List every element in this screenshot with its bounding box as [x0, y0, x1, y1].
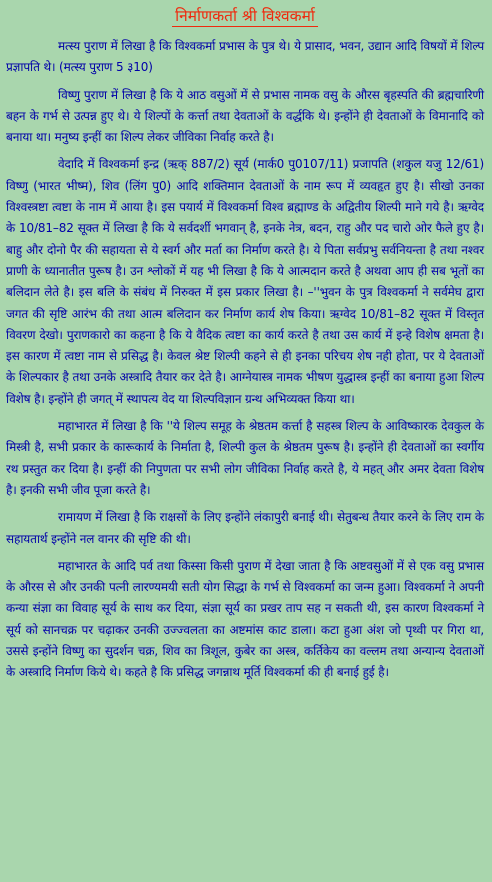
paragraph-vishnu-purana: विष्णु पुराण में लिखा है कि ये आठ वसुओं में से प्रभास नामक वसु के औरस बृहस्पति की ब्रह्मचारिणी बहन के गर्भ से उत्पन्न हुए थे। ये शिल्पों के कर्त्ता तथा देवताओं के वर्द्धकि थे। इन्होंने ही देवताओं के विमानादि को बनाया था। मनुष्य इन्हीं का शिल्प लेकर जीविका निर्वाह करते है।: [6, 87, 484, 145]
title-container: [6, 6, 484, 32]
paragraph-vedas: वेदादि में विश्वकर्मा इन्द्र (ऋक् 887/2) सूर्य (मार्क0 पु0107/11) प्रजापति (शकुल यजु 12/61) विष्णु (भारत भीष्म), शिव (लिंग पु0) आदि शक्तिमान देवताओं के नाम रूप में व्यवहृत हुए है। सीखो उनका विश्वस्त्रष्टा त्वष्टा के नाम में आया है। इस पयार्य में विश्वकर्मा विश्व ब्रह्माण्ड के अद्वितीय शिल्पी माने गये है। ऋग्वेद के 10/81–82 सूक्त में लिखा है कि ये सर्वदर्शी भगवान् है, इनके नेत्र, बदन, राहु और पद चारो ओर फैले हुए है। बाहु और दोनो पैर की सहायता से ये स्वर्ग और मर्ता का निर्माण करते है। ये पिता सर्वप्रभु सर्वनियन्ता है तथा नश्वर प्राणी के ध्यानातीत पुरूष है। उन श्लोकों में यह भी लिखा है कि ये आत्मदान करते है अथवा आप ही सब भूतों का बलिदान लेते है। इस बलि के संबंध में निरुक्त में इस प्रकार लिखा है। –''भुवन के पुत्र विश्वकर्मा ने सर्वमेघ द्वारा जगत की सृष्टि आरंभ की तथा आत्म बलिदान कर निर्माण कार्य शेष किया। ऋग्वेद 10/81–82 सूक्त में विस्तृत विवरण देखो। पुराणकारो का कहना है कि ये वैदिक त्वष्टा का कार्य करते है तथा उस कार्य में इन्हे विशेष क्षमता है। इस कारण में त्वष्टा नाम से प्रसिद्ध है। केवल श्रेष्ट शिल्पी कहने से ही इनका परिचय शेष नही होता, पर ये देवताओं के शिल्पकार है तथा उनके अस्त्रादि तैयार कर देते है। आग्नेयास्त्र नामक भीषण युद्धास्त्र इन्हीं का बनाया हुआ शिल्प विशेष है। इन्होंने ही जगत् में स्थापत्य वेद या शिल्पविज्ञान ग्रन्थ अभिव्यक्त किया था।: [6, 157, 484, 406]
paragraph-ramayana: रामायण में लिखा है कि राक्षसों के लिए इन्होंने लंकापुरी बनाई थी। सेतुबन्ध तैयार करने के लिए राम के सहायतार्थ इन्होंने नल वानर की सृष्टि की थी।: [6, 510, 484, 546]
paragraph-adi-parva: महाभारत के आदि पर्व तथा किस्सा किसी पुराण में देखा जाता है कि अष्टवसुओं में से एक वसु प्रभास के औरस से और उनकी पत्नी लारण्यमयी सती योग सिद्धा के गर्भ से विश्वकर्मा का जन्म हुआ। विश्वकर्मा ने अपनी कन्या संज्ञा का विवाह सूर्य के साथ कर दिया, संज्ञा सूर्य का प्रखर ताप सह न सकती थी, इस कारण विश्वकर्मा ने सूर्य को सानचक्र पर चढ़ाकर उनकी उज्ज्वलता का अष्टमांस काट डाला। कटा हुआ अंश जो पृथ्वी पर गिरा था, उससे इन्होंने विष्णु का सुदर्शन चक्र, शिव का त्रिशूल, कुबेर का अस्त्र, कर्तिकेय का वल्लम तथा अन्यान्य देवताओं के अस्त्रादि निर्माण किये थे। कहते है कि प्रसिद्ध जगन्नाथ मूर्ति विश्वकर्मा की ही बनाई हुई है।: [6, 558, 484, 680]
page-title: निर्माणकर्ता श्री विश्वकर्मा: [172, 6, 318, 27]
paragraph-matsya-purana: मत्स्य पुराण में लिखा है कि विश्वकर्मा प्रभास के पुत्र थे। ये प्रासाद, भवन, उद्यान आदि विषयों में शिल्प प्रज्ञापति थे। (मत्स्य पुराण 5 ३10): [6, 39, 484, 75]
paragraph-mahabharata: महाभारत में लिखा है कि ''ये शिल्प समूह के श्रेष्ठतम कर्त्ता है सहस्त्र शिल्प के आविष्कारक देवकुल के मिस्त्री है, सभी प्रकार के कारूकार्य के निर्माता है, शिल्पी कुल के श्रेष्ठतम पुरूष है। इन्होंने ही देवताओं का स्वर्गीय रथ प्रस्तुत कर दिया है। इन्हीं की निपुणता पर सभी लोग जीविका निर्वाह करते है, ये महत् और अमर देवता विशेष है। इनकी सभी जीव पूजा करते है।: [6, 419, 484, 497]
